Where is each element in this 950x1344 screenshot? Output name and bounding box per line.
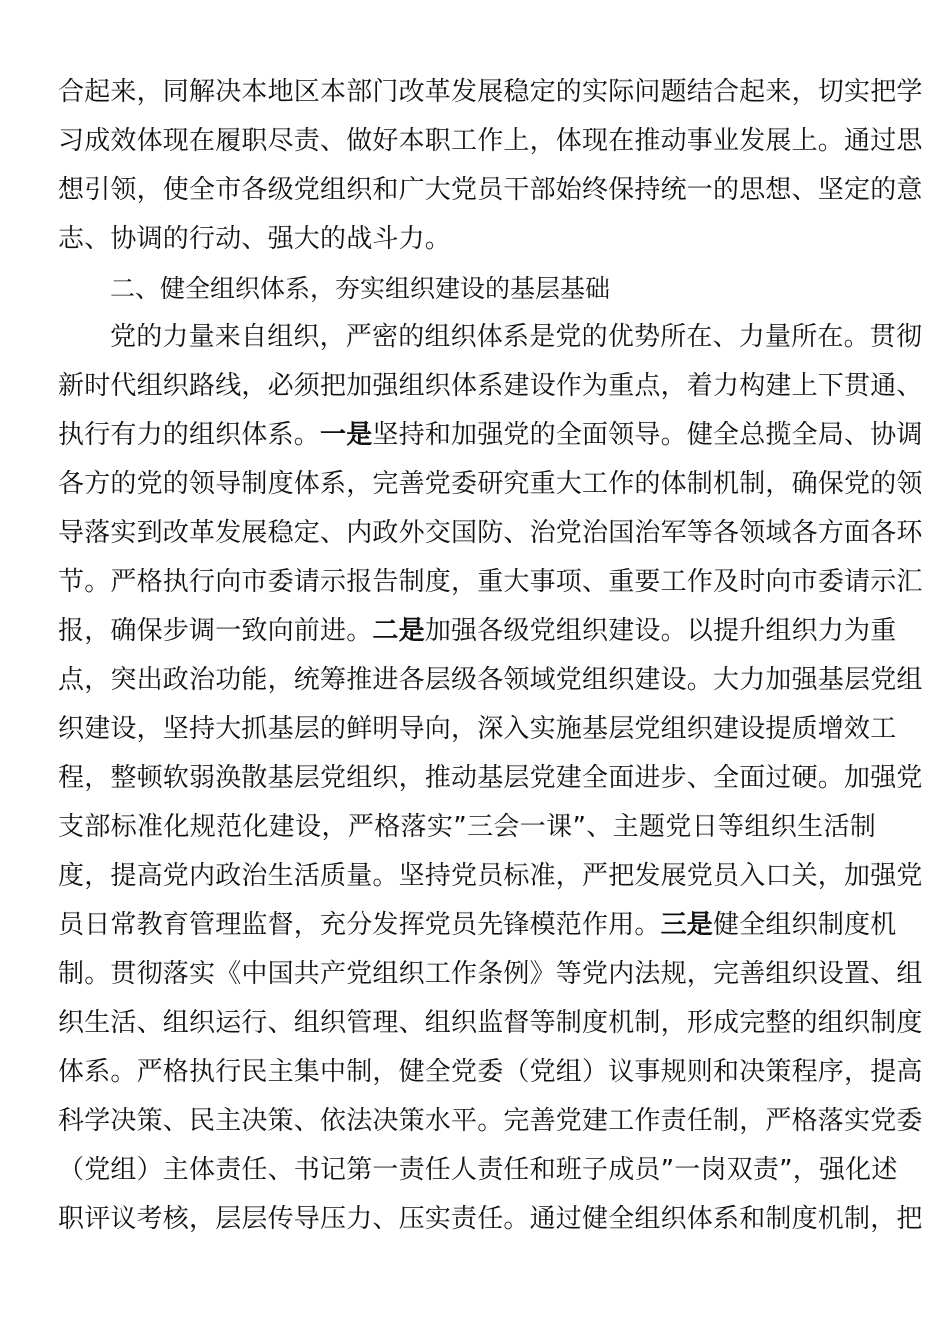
paragraph-continuation	[58, 68, 923, 264]
text-line: （党组）主体责任、书记第一责任人责任和班子成员”一岗双责”，强化述	[58, 1155, 898, 1185]
text-line: 合起来，同解决本地区本部门改革发展稳定的实际问题结合起来，切实把学	[58, 77, 923, 107]
text-line: 职评议考核，层层传导压力、压实责任。通过健全组织体系和制度机制，把	[58, 1204, 923, 1234]
text-line: 新时代组织路线，必须把加强组织体系建设作为重点，着力构建上下贯通、	[58, 371, 923, 401]
text-line: 各方的党的领导制度体系，完善党委研究重大工作的体制机制，确保党的领	[58, 469, 923, 499]
text-line: 点，突出政治功能，统筹推进各层级各领域党组织建设。大力加强基层党组	[58, 665, 923, 695]
text-line: 织建设，坚持大抓基层的鲜明导向，深入实施基层党组织建设提质增效工	[58, 714, 897, 744]
line-text: 健全组织制度机	[713, 910, 897, 940]
bold-marker-three: 三是	[660, 910, 714, 940]
text-line	[58, 411, 923, 460]
line-text: 加强各级党组织建设。以提升组织力为重	[424, 616, 897, 646]
line-text: 报，确保步调一致向前进。	[58, 616, 373, 646]
text-line: 织生活、组织运行、组织管理、组织监督等制度机制，形成完整的组织制度	[58, 1008, 923, 1038]
text-line: 节。严格执行向市委请示报告制度，重大事项、重要工作及时向市委请示汇	[58, 567, 923, 597]
text-line: 党的力量来自组织，严密的组织体系是党的优势所在、力量所在。贯彻	[110, 322, 923, 352]
text-line: 制。贯彻落实《中国共产党组织工作条例》等党内法规，完善组织设置、组	[58, 959, 923, 989]
text-line: 支部标准化规范化建设，严格落实”三会一课”、主题党日等组织生活制	[58, 812, 876, 842]
text-line: 程，整顿软弱涣散基层党组织，推动基层党建全面进步、全面过硬。加强党	[58, 763, 923, 793]
document-page	[58, 68, 923, 1244]
bold-marker-two: 二是	[372, 616, 425, 646]
paragraph-organization-system	[58, 313, 923, 1244]
section-heading: 二、健全组织体系，夯实组织建设的基层基础	[110, 274, 611, 303]
text-line: 想引领，使全市各级党组织和广大党员干部始终保持统一的思想、坚定的意	[58, 175, 923, 205]
text-line: 习成效体现在履职尽责、做好本职工作上，体现在推动事业发展上。通过思	[58, 126, 923, 156]
text-line: 科学决策、民主决策、依法决策水平。完善党建工作责任制，严格落实党委	[58, 1106, 923, 1136]
text-line: 导落实到改革发展稳定、内政外交国防、治党治国治军等各领域各方面各环	[58, 518, 923, 548]
text-line	[58, 901, 897, 950]
text-line: 度，提高党内政治生活质量。坚持党员标准，严把发展党员入口关，加强党	[58, 861, 923, 891]
text-line: 志、协调的行动、强大的战斗力。	[58, 224, 452, 254]
text-line: 体系。严格执行民主集中制，健全党委（党组）议事规则和决策程序，提高	[58, 1057, 923, 1087]
line-text: 执行有力的组织体系。	[58, 420, 321, 450]
text-line	[58, 607, 897, 656]
line-text: 坚持和加强党的全面领导。健全总揽全局、协调	[372, 420, 923, 450]
bold-marker-one: 一是	[320, 420, 373, 450]
line-text: 员日常教育管理监督，充分发挥党员先锋模范作用。	[58, 910, 661, 940]
